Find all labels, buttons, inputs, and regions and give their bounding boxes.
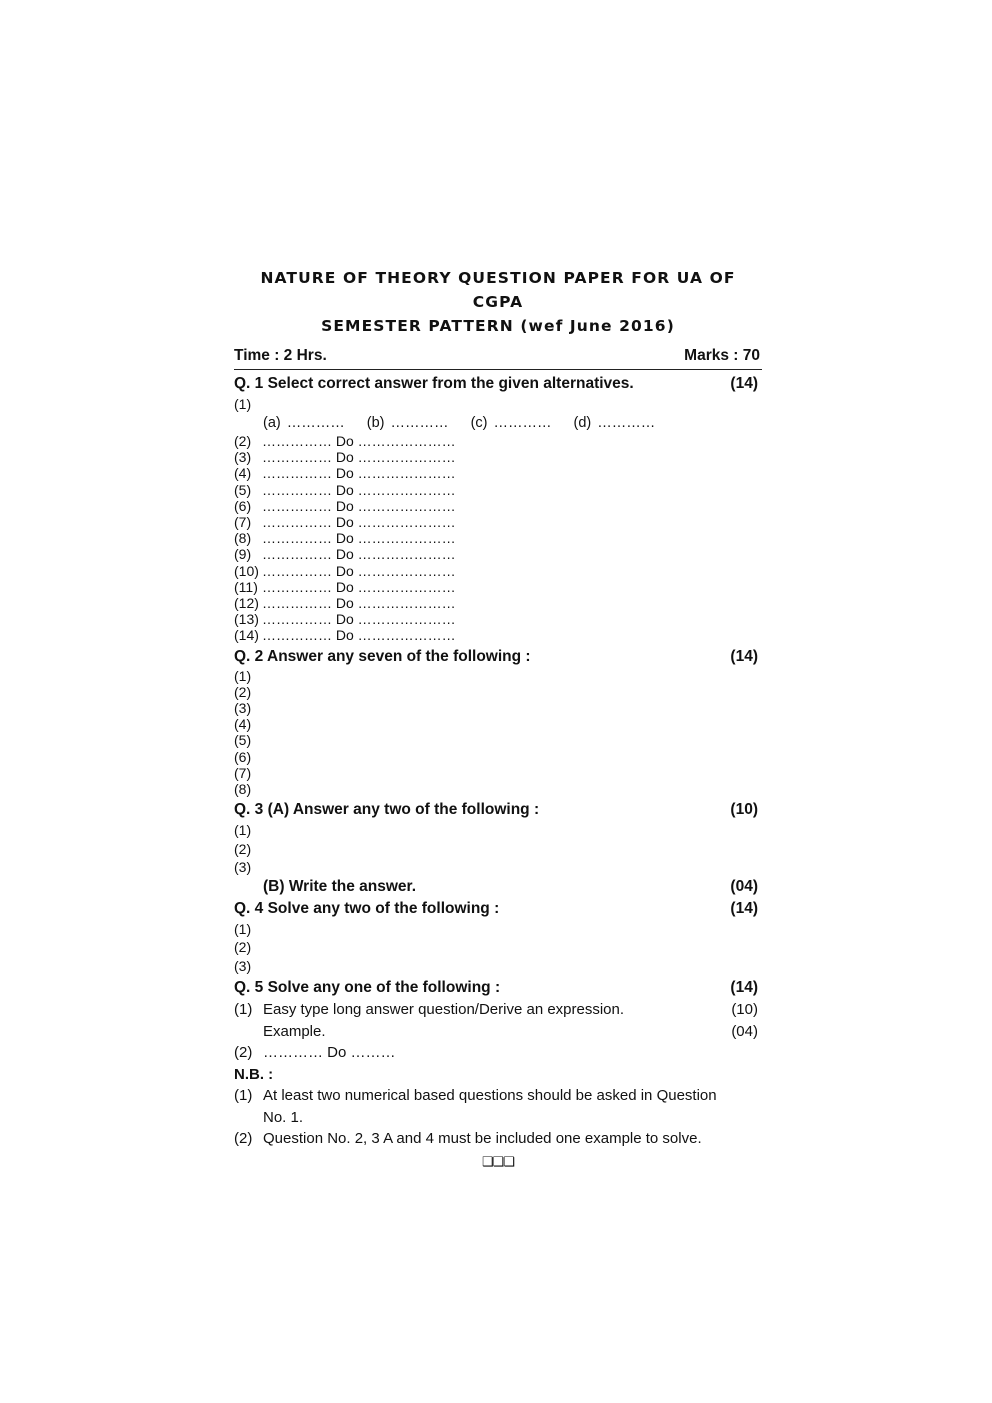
q5-item-1-number: (1) — [234, 1001, 253, 1019]
nb-item-2-text: Question No. 2, 3 A and 4 must be included one example to solve. — [263, 1130, 702, 1148]
nb-item-1-text: At least two numerical based questions should be asked in Question No. 1. — [263, 1087, 717, 1126]
question-paper — [234, 266, 762, 1170]
item-text: …………… Do ………………… — [262, 433, 456, 449]
q5-item-1-text: Easy type long answer question/Derive an expression. — [263, 1001, 625, 1019]
list-item: (4) — [234, 716, 252, 733]
item-text: …………… Do ………………… — [262, 514, 456, 531]
item-text: …………… Do ………………… — [262, 497, 456, 514]
item-text: …………… Do ………………… — [262, 562, 456, 579]
q5-item-2-text: ………… Do ……… — [263, 1044, 396, 1062]
item-number: (5) — [234, 481, 252, 498]
q1-option-b: (b) ………… — [366, 415, 449, 431]
q5-item-2-number: (2) — [234, 1044, 253, 1062]
q4-heading: Q. 4 Solve any two of the following : — [234, 900, 500, 918]
time-marks-row — [234, 346, 762, 370]
item-number: (2) — [234, 433, 252, 449]
end-ornament: ❑❑❑ — [482, 1153, 514, 1169]
time-label: Time : 2 Hrs. — [234, 347, 327, 364]
total-marks-label: Marks : 70 — [684, 347, 760, 364]
item-number: (4) — [234, 465, 252, 482]
list-item: (1) — [234, 667, 252, 684]
q5-item-1b-marks: (04) — [731, 1022, 758, 1040]
item-text: …………… Do ………………… — [262, 465, 456, 482]
q4-item-list — [234, 920, 762, 975]
list-item — [234, 482, 762, 498]
list-item — [234, 465, 762, 481]
q2-marks: (14) — [730, 647, 758, 665]
q1-item-1 — [234, 395, 762, 413]
nb-heading: N.B. : — [234, 1065, 274, 1083]
q1-item-1-number: (1) — [234, 396, 252, 412]
nb-item-2 — [234, 1128, 762, 1150]
list-item: (3) — [234, 858, 252, 875]
item-number: (13) — [234, 611, 259, 628]
list-item: (5) — [234, 732, 252, 749]
list-item — [234, 546, 762, 562]
list-item — [234, 611, 762, 627]
item-text: …………… Do ………………… — [262, 530, 456, 547]
q5-heading: Q. 5 Solve any one of the following : — [234, 979, 501, 997]
q1-heading-row — [234, 373, 762, 395]
q1-option-a: (a) ………… — [263, 415, 345, 431]
q3b-marks: (04) — [730, 878, 758, 896]
q2-heading-row — [234, 646, 762, 668]
list-item — [234, 595, 762, 611]
q4-marks: (14) — [730, 900, 758, 918]
item-text: …………… Do ………………… — [262, 627, 456, 644]
list-item: (2) — [234, 939, 252, 956]
item-number: (9) — [234, 546, 252, 563]
list-item — [234, 514, 762, 530]
q4-heading-row — [234, 898, 762, 920]
q1-marks: (14) — [730, 375, 758, 392]
list-item: (3) — [234, 700, 252, 717]
item-text: …………… Do ………………… — [262, 578, 456, 595]
item-text: …………… Do ………………… — [262, 449, 456, 466]
page-title-line-1: NATURE OF THEORY QUESTION PAPER FOR UA OF CGPA — [260, 269, 736, 311]
q5-item-1-marks: (10) — [731, 1001, 758, 1019]
q1-option-d: (d) ………… — [573, 415, 656, 431]
list-item — [234, 563, 762, 579]
list-item: (1) — [234, 921, 252, 938]
q5-item-1b — [234, 1021, 762, 1043]
q1-item-list — [234, 433, 762, 644]
page-title-line-2: SEMESTER PATTERN (wef June 2016) — [321, 317, 675, 335]
nb-item-2-number: (2) — [234, 1130, 253, 1148]
list-item: (2) — [234, 840, 252, 857]
q2-item-list — [234, 668, 762, 798]
list-item: (7) — [234, 764, 252, 781]
list-item — [234, 498, 762, 514]
list-item — [234, 627, 762, 643]
item-number: (11) — [234, 578, 258, 595]
q3b-heading-row — [234, 876, 762, 898]
list-item: (6) — [234, 748, 252, 765]
q1-heading: Q. 1 Select correct answer from the given alternatives. — [234, 375, 634, 392]
q3b-heading: (B) Write the answer. — [263, 878, 417, 896]
item-text: …………… Do ………………… — [262, 595, 456, 612]
q3-item-list — [234, 821, 762, 876]
item-text: …………… Do ………………… — [262, 481, 456, 498]
q5-marks: (14) — [730, 979, 758, 997]
item-number: (6) — [234, 497, 252, 514]
q3-heading: Q. 3 (A) Answer any two of the following : — [234, 801, 540, 819]
nb-item-1 — [234, 1085, 762, 1128]
item-number: (7) — [234, 514, 252, 531]
item-text: …………… Do ………………… — [262, 546, 456, 563]
list-item: (8) — [234, 781, 252, 798]
q3-heading-row — [234, 799, 762, 821]
list-item — [234, 579, 762, 595]
list-item: (2) — [234, 683, 252, 700]
item-text: …………… Do ………………… — [262, 611, 456, 628]
q3-marks: (10) — [730, 801, 758, 819]
list-item — [234, 530, 762, 546]
q1-option-c: (c) ………… — [470, 415, 552, 431]
q1-options — [234, 413, 762, 433]
nb-item-1-number: (1) — [234, 1087, 253, 1105]
item-number: (14) — [234, 627, 259, 644]
item-number: (8) — [234, 530, 252, 547]
q2-heading: Q. 2 Answer any seven of the following : — [234, 647, 531, 665]
q5-item-2 — [234, 1042, 762, 1064]
list-item — [234, 449, 762, 465]
item-number: (10) — [234, 562, 259, 579]
q5-item-1b-text: Example. — [263, 1022, 326, 1040]
q5-heading-row — [234, 977, 762, 999]
list-item — [234, 433, 762, 449]
item-number: (12) — [234, 595, 259, 612]
list-item: (1) — [234, 822, 252, 839]
list-item: (3) — [234, 957, 252, 974]
q5-item-1 — [234, 999, 762, 1021]
item-number: (3) — [234, 449, 252, 466]
